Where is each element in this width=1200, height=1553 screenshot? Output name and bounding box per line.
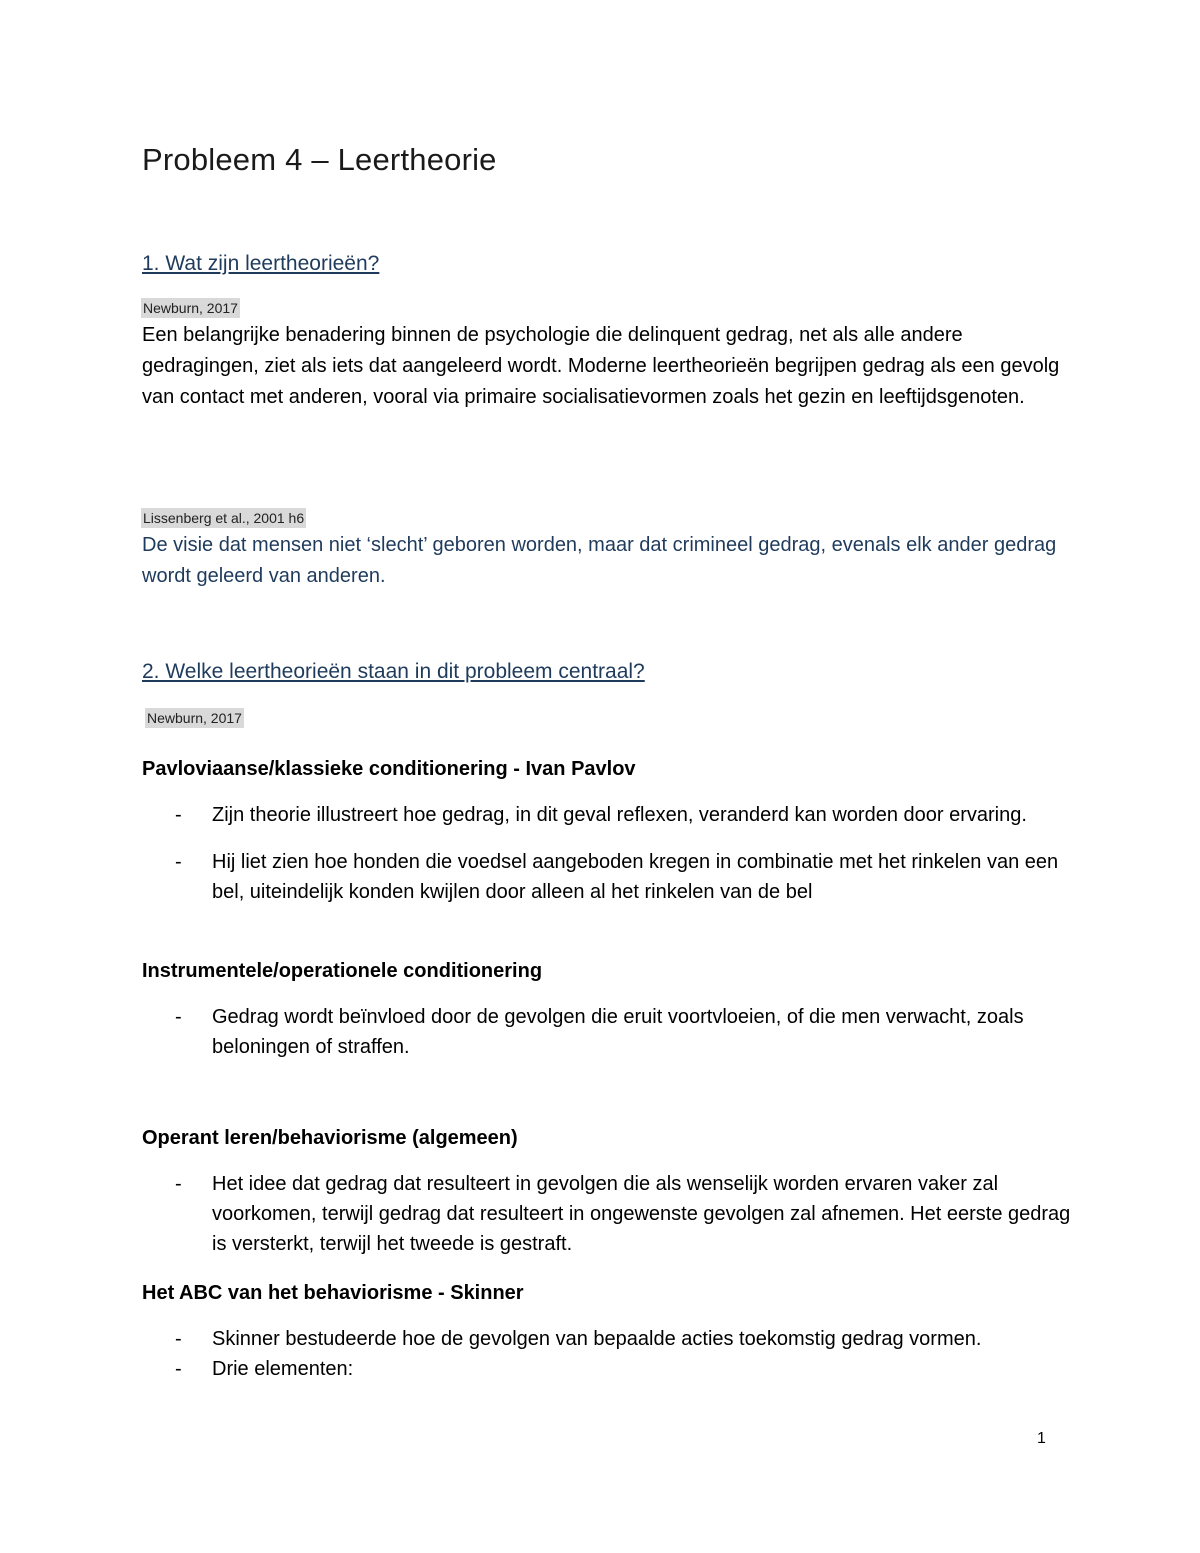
list-item-text: Skinner bestudeerde hoe de gevolgen van bepaalde acties toekomstig gedrag vormen. (212, 1328, 982, 1350)
bullet-list-skinner (142, 1324, 1082, 1384)
bullet-dash: - (175, 851, 182, 873)
bullet-list-instrumental (142, 1002, 1082, 1062)
list-item-text: Hij liet zien hoe honden die voedsel aangeboden kregen in combinatie met het rinkelen van een bel, uiteindelijk konden kwijlen door alleen al het rinkelen van de bel (212, 851, 1059, 903)
section-heading-pavlov: Pavloviaanse/klassieke conditionering - Ivan Pavlov (142, 758, 636, 780)
page-number: 1 (1037, 1430, 1046, 1447)
paragraph-1: Een belangrijke benadering binnen de psychologie die delinquent gedrag, net als alle andere gedragingen, ziet als iets dat aangeleerd wordt. Moderne leertheorieën begrijpen gedrag als een gevolg van contact met anderen, vooral via primaire socialisatievormen zoals het gezin en leeftijdsgenoten. (142, 324, 1060, 408)
list-item (142, 1169, 1082, 1259)
source-citation-2: Lissenberg et al., 2001 h6 (143, 510, 305, 526)
bullet-dash: - (175, 1328, 182, 1350)
list-item-text: Het idee dat gedrag dat resulteert in gevolgen die als wenselijk worden ervaren vaker zal voorkomen, terwijl gedrag dat resulteert in ongewenste gevolgen zal afnemen. Het eerste gedrag is versterkt, terwijl het tweede is gestraft. (212, 1173, 1071, 1255)
paragraph-2: De visie dat mensen niet ‘slecht’ geboren worden, maar dat crimineel gedrag, evenals elk ander gedrag wordt geleerd van anderen. (142, 534, 1057, 587)
list-item (142, 1354, 1082, 1384)
list-item (142, 1324, 1082, 1354)
section-heading-operant: Operant leren/behaviorisme (algemeen) (142, 1127, 518, 1149)
list-item-text: Zijn theorie illustreert hoe gedrag, in dit geval reflexen, veranderd kan worden door ervaring. (212, 804, 1027, 826)
bullet-list-operant (142, 1169, 1082, 1259)
source-citation-3: Newburn, 2017 (147, 710, 242, 726)
question-2-heading: 2. Welke leertheorieën staan in dit probleem centraal? (142, 660, 645, 683)
question-1-heading: 1. Wat zijn leertheorieën? (142, 252, 380, 275)
list-item (142, 800, 1082, 830)
section-heading-skinner: Het ABC van het behaviorisme - Skinner (142, 1282, 524, 1304)
page-title: Probleem 4 – Leertheorie (142, 142, 497, 177)
section-heading-instrumental: Instrumentele/operationele conditionering (142, 960, 543, 982)
list-item (142, 1002, 1082, 1062)
bullet-dash: - (175, 1006, 182, 1028)
bullet-dash: - (175, 1173, 182, 1195)
list-item (142, 847, 1082, 907)
bullet-dash: - (175, 804, 182, 826)
list-item-text: Drie elementen: (212, 1358, 354, 1380)
source-citation-1: Newburn, 2017 (143, 300, 238, 316)
list-item-text: Gedrag wordt beïnvloed door de gevolgen die eruit voortvloeien, of die men verwacht, zoals beloningen of straffen. (212, 1006, 1024, 1058)
bullet-dash: - (175, 1358, 182, 1380)
bullet-list-pavlov (142, 800, 1082, 907)
